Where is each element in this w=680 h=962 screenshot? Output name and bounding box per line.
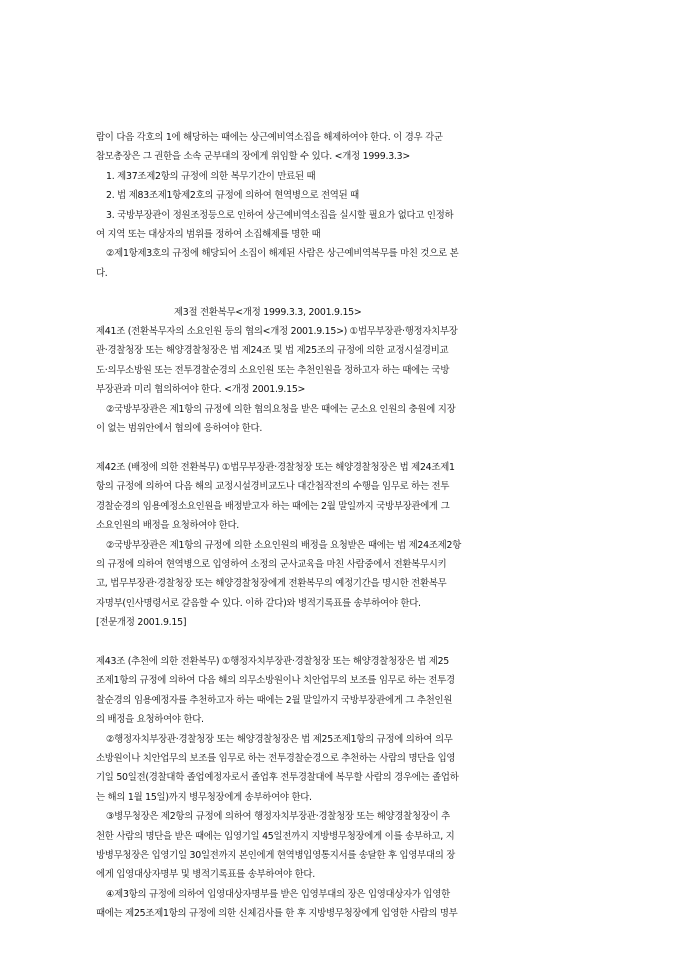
list-item-3 (96, 206, 586, 245)
spacer (96, 438, 586, 457)
text-line: 이 없는 범위안에서 협의에 응하여야 한다. (96, 423, 263, 435)
article-41 (96, 322, 586, 400)
text-line: 항의 규정에 의하여 다음 해의 교정시설경비교도나 대간첩작전의 수행을 임무로 하는 전투 (96, 481, 450, 493)
text-line: 다. (96, 267, 108, 279)
paragraph-p2 (96, 244, 586, 283)
text-line: ②행정자치부장관·경찰청장 또는 해양경찰청장은 법 제25조제1항의 규정에 의하여 의무 (106, 733, 453, 745)
text-line: 제41조 (전환복무자의 소요인원 등의 협의<개정 2001.9.15>) ①법무부장관·행정자치부장 (96, 326, 458, 338)
article-42-para-2 (96, 536, 586, 614)
text-line: 소요인원의 배정을 요청하여야 한다. (96, 520, 240, 532)
text-line: ②국방부장관은 제1항의 규정에 의한 소요인원의 배정을 요청받은 때에는 법 제24조제2항 (106, 539, 461, 551)
text-line: 경찰순경의 임용예정소요인원을 배정받고자 하는 때에는 2월 말일까지 국방부장관에게 그 (96, 500, 450, 512)
text-line: 의 규정에 의하여 현역병으로 입영하여 소정의 군사교육을 마친 사람중에서 전환복무시키 (96, 558, 447, 570)
text-line: 찰순경의 임용예정자를 추천하고자 하는 때에는 2월 말일까지 국방부장관에게 그 추천인원 (96, 694, 453, 706)
paragraph-p1 (96, 128, 586, 167)
text-line: 람이 다음 각호의 1에 해당하는 때에는 상근예비역소집을 해제하여야 한다. 이 경우 각군 (96, 132, 443, 143)
text-line: 자명부(인사명령서로 갈음할 수 있다. 이하 같다)와 병적기록표를 송부하여야 한다. (96, 597, 421, 609)
text-line: 기일 50일전(경찰대학 졸업예정자로서 졸업후 전투경찰대에 복무할 사람의 경우에는 졸업하 (96, 772, 459, 784)
text-line: ④제3항의 규정에 의하여 입영대상자명부를 받은 입영부대의 장은 입영대상자가 입영한 (106, 888, 450, 900)
text-line: 3. 국방부장관이 정원조정등으로 인하여 상근예비역소집을 실시할 필요가 없다고 인정하 (106, 209, 454, 221)
text-line: ②국방부장관은 제1항의 규정에 의한 협의요청을 받은 때에는 군소요 인원의 충원에 지장 (106, 403, 456, 415)
spacer (96, 633, 586, 652)
text-line: 고, 법무부장관·경찰청장 또는 해양경찰청장에게 전환복무의 예정기간을 명시한 전환복무 (96, 578, 447, 590)
text-line: 천한 사람의 명단을 받은 때에는 입영기일 45일전까지 지방병무청장에게 이를 송부하고, 지 (96, 830, 455, 842)
article-42 (96, 458, 586, 536)
text-line: 는 해의 1월 15일)까지 병무청장에게 송부하여야 한다. (96, 791, 312, 803)
text-line: 여 지역 또는 대상자의 범위를 정하여 소집해제를 명한 때 (96, 229, 321, 241)
list-item-2: 2. 법 제83조제1항제2호의 규정에 의하여 현역병으로 전역된 때 (106, 190, 359, 202)
article-43-para-4 (96, 885, 586, 924)
text-line: 제42조 (배정에 의한 전환복무) ①법무부장관·경찰청장 또는 해양경찰청장은 법 제24조제1 (96, 461, 455, 473)
text-line: 방병무청장은 입영기일 30일전까지 본인에게 현역병입영통지서를 송달한 후 입영부대의 장 (96, 849, 456, 861)
text-line: 에게 입영대상자명부 및 병적기록표를 송부하여야 한다. (96, 869, 315, 881)
text-line: 부장관과 미리 협의하여야 한다. <개정 2001.9.15> (96, 384, 306, 396)
text-line: 참모총장은 그 권한을 소속 군부대의 장에게 위임할 수 있다. <개정 1999.3.3> (96, 151, 410, 163)
list-item-1: 1. 제37조제2항의 규정에 의한 복무기간이 만료된 때 (106, 170, 316, 182)
text-line: 도·의무소방원 또는 전투경찰순경의 소요인원 또는 추천인원을 정하고자 하는 때에는 국방 (96, 364, 450, 376)
document-page (96, 128, 586, 924)
article-43-para-3 (96, 807, 586, 885)
article-43 (96, 652, 586, 730)
chapter-heading: 제3절 전환복무<개정 1999.3.3, 2001.9.15> (174, 306, 362, 318)
text-line: 관·경찰청장 또는 해양경찰청장은 법 제24조 및 법 제25조의 규정에 의한 교정시설경비교 (96, 345, 449, 357)
text-line: 의 배정을 요청하여야 한다. (96, 714, 204, 726)
text-line: ②제1항제3호의 규정에 해당되어 소집이 해제된 사람은 상근예비역복무를 마친 것으로 본 (106, 248, 459, 260)
article-43-para-2 (96, 730, 586, 808)
revision-note: [전문개정 2001.9.15] (96, 617, 187, 629)
article-41-para-2 (96, 400, 586, 439)
text-line: 소방원이나 치안업무의 보조를 임무로 하는 전투경찰순경으로 추천하는 사람의 명단을 입영 (96, 752, 456, 764)
text-line: ③병무청장은 제2항의 규정에 의하여 행정자치부장관·경찰청장 또는 해양경찰청장이 추 (106, 811, 450, 823)
text-line: 제43조 (추천에 의한 전환복무) ①행정자치부장관·경찰청장 또는 해양경찰청장은 법 제25 (96, 655, 450, 667)
text-line: 때에는 제25조제1항의 규정에 의한 신체검사를 한 후 지방병무청장에게 입영한 사람의 명부 (96, 908, 458, 920)
text-line: 조제1항의 규정에 의하여 다음 해의 의무소방원이나 치안업무의 보조를 임무로 하는 전투경 (96, 675, 455, 687)
spacer (96, 283, 586, 302)
